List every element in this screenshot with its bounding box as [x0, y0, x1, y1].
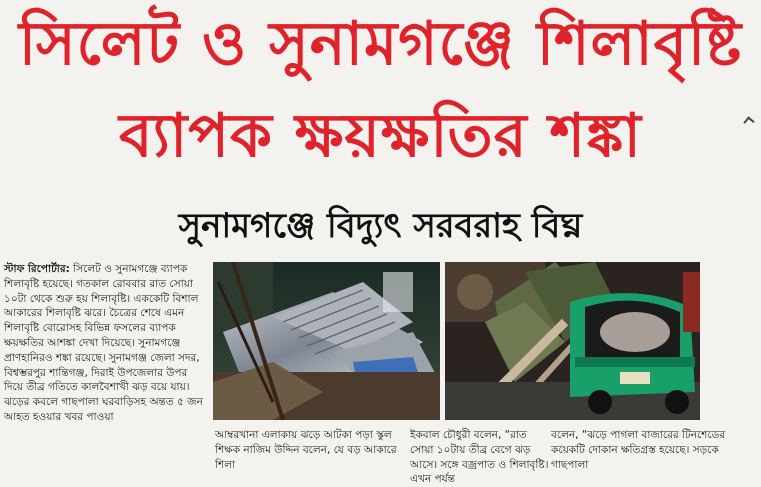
- photo-caption-column-2: ইকবাল চৌধুরী বলেন, “রাত সোয়া ১০টায় তীব্র বেগে ঝড় আসে। সঙ্গে বজ্রপাত ও শিলাবৃষ্টি। এখন পর্যন্ত: [410, 429, 549, 486]
- fallen-tree-photo: [445, 262, 700, 420]
- headline-line-1: সিলেট ও সুনামগঞ্জে শিলাবৃষ্টি: [18, 9, 743, 79]
- article-column: [4, 262, 208, 425]
- photo-caption-column-3: বলেন, “ঝড়ে পাগলা বাজারের টিনশেডের কয়েকটি দোকান ক্ষতিগ্রস্ত হয়েছে। সড়কে গাছপালা: [551, 429, 726, 471]
- article-body: সিলেট ও সুনামগঞ্জে ব্যাপক শিলাবৃষ্টি হয়েছে। গতকাল রোববার রাত সোয়া ১০টা থেকে শুরু হয় শিলাবৃষ্টি। এককেটি বিশাল আকারের শিলাবৃষ্টি ঝরে। চৈত্রের শেষে এমন শিলাবৃষ্টি বোরোসহ বিভিন্ন ফসলের ব্যাপক ক্ষয়ক্ষতির আশঙ্কা দেখা দিয়েছে। সুনামগঞ্জে প্রাণহানিরও শঙ্কা রয়েছে। সুনামগঞ্জ জেলা সদর, বিশ্বম্ভরপুর শান্তিগঞ্জ, দিরাই উপজেলার উপর দিয়ে তীব্র গতিতে কালবৈশাখী ঝড় বয়ে যায়। ঝড়ের কবলে গাছপালা ঘরবাড়িসহ অন্তত ৫ জন আহত হওয়ার খবর পাওয়া: [4, 263, 203, 423]
- article-byline: স্টাফ রিপোর্টার:: [4, 263, 70, 275]
- storm-damage-photo: [213, 262, 440, 420]
- subheadline: সুনামগঞ্জে বিদ্যুৎ সরবরাহ বিঘ্ন: [178, 206, 583, 246]
- photo-caption-column-1: আম্বরখানা এলাকায় ঝড়ে আটকা পড়া স্কুল শিক্ষক নাজিম উদ্দিন বলেন, যে বড় আকারে শিলা: [215, 429, 397, 471]
- headline-line-2: ব্যাপক ক্ষয়ক্ষতির শঙ্কা: [119, 101, 642, 171]
